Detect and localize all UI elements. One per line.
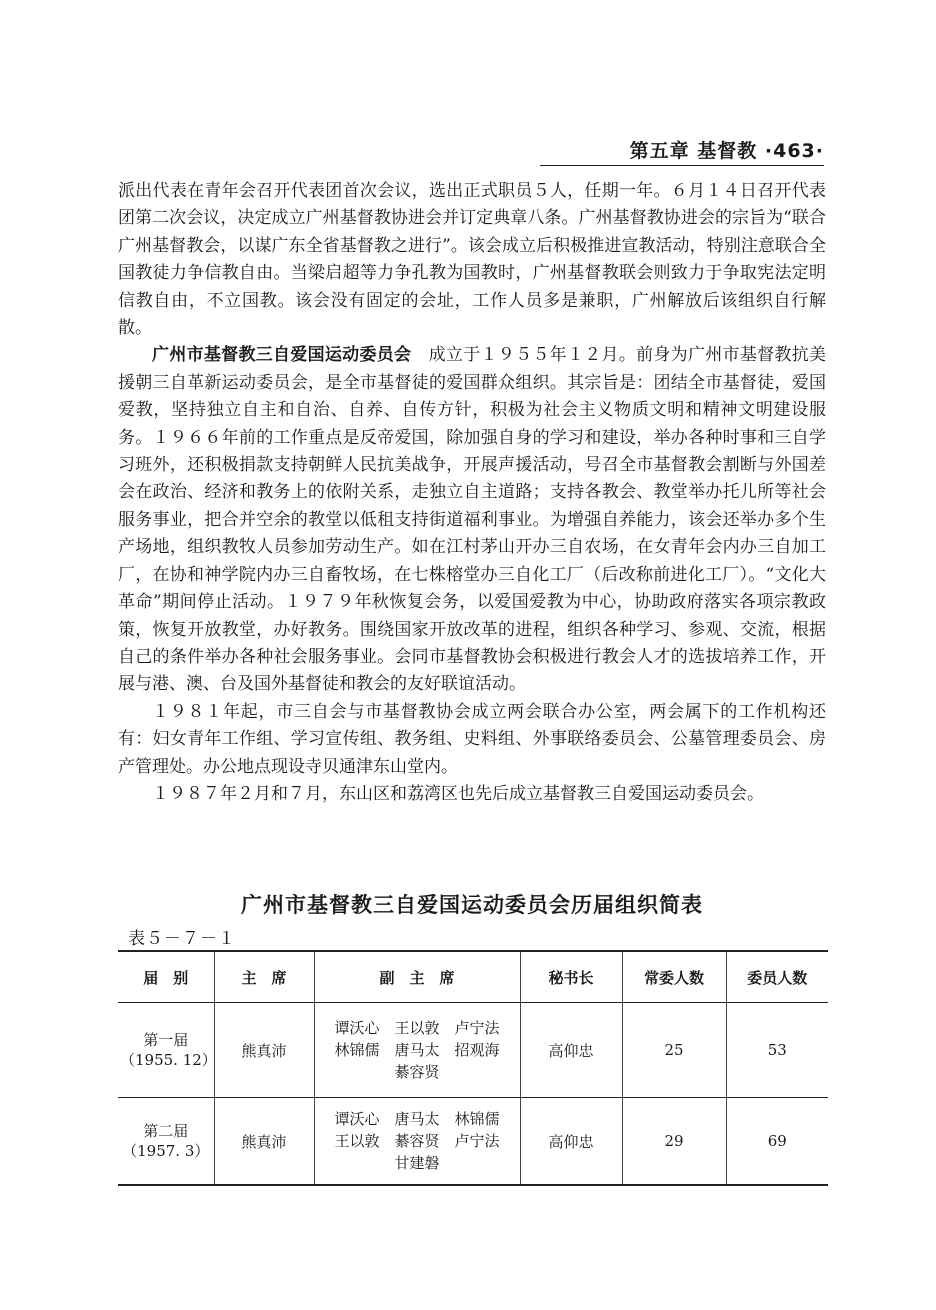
session-name: 第二届 (143, 1122, 189, 1140)
session-date: （1957. 3） (122, 1142, 210, 1160)
member-count-cell: 69 (726, 1098, 828, 1186)
vice-chair-line: 谭沃心 王以敦 卢宁法 (334, 1019, 500, 1037)
vice-chair-line: 綦容贤 (394, 1063, 440, 1081)
vice-chair-line: 王以敦 綦容贤 卢宁法 (334, 1132, 500, 1150)
paragraph-1: 派出代表在青年会召开代表团首次会议，选出正式职员５人，任期一年。６月１４日召开代表团第二次会议，决定成立广州基督教协进会并订定典章八条。广州基督教协进会的宗旨为“联合广州基督教会，以谋广东全省基督教之进行”。该会成立后积极推进宣教活动，特别注意联合全国教徒力争信教自由。当梁启超等力争孔教为国教时，广州基督教联会则致力于争取宪法定明信教自由，不立国教。该会没有固定的会址，工作人员多是兼职，广州解放后该组织自行解散。 (118, 181, 826, 339)
chair-cell: 熊真沛 (214, 1098, 314, 1186)
committee-roster-table (118, 950, 828, 1186)
secretary-cell: 高仰忠 (520, 1003, 622, 1098)
secretary-cell: 高仰忠 (520, 1098, 622, 1186)
table-id: 表５－７－１ (128, 929, 236, 949)
table-row (118, 1098, 828, 1186)
paragraph-2-lead: 广州市基督教三自爱国运动委员会 (152, 345, 412, 366)
paragraph-3: １９８１年起，市三自会与市基督教协会成立两会联合办公室，两会属下的工作机构还有：妇女青年工作组、学习宣传组、教务组、史料组、外事联络委员会、公墓管理委员会、房产管理处。办公地点现设寺贝通津东山堂内。 (118, 701, 826, 777)
vice-chair-line: 林锦儒 唐马太 招观海 (334, 1041, 500, 1059)
header-vice-chair: 副 主 席 (314, 951, 520, 1003)
table-header-row (118, 951, 828, 1003)
running-header: 第五章 基督教 ·463· (629, 140, 824, 162)
paragraph-4: １９８７年２月和７月，东山区和荔湾区也先后成立基督教三自爱国运动委员会。 (152, 783, 764, 804)
table-row (118, 1003, 828, 1098)
header-secretary: 秘书长 (520, 951, 622, 1003)
session-cell (118, 1098, 214, 1186)
header-rule (540, 165, 824, 166)
vice-chair-line: 谭沃心 唐马太 林锦儒 (334, 1110, 500, 1128)
standing-count-cell: 29 (622, 1098, 726, 1186)
body-text (118, 178, 826, 808)
standing-count-cell: 25 (622, 1003, 726, 1098)
paragraph-2-body: 成立于１９５５年１２月。前身为广州市基督教抗美援朝三自革新运动委员会，是全市基督徒的爱国群众组织。其宗旨是：团结全市基督徒，爱国爱教，坚持独立自主和自治、自养、自传方针，积极为社会主义物质文明和精神文明建设服务。１９６６年前的工作重点是反帝爱国，除加强自身的学习和建设，举办各种时事和三自学习班外，还积极捐款支持朝鲜人民抗美战争，开展声援活动，号召全市基督教会割断与外国差会在政治、经济和教务上的依附关系，走独立自主道路；支持各教会、教堂举办托儿所等社会服务事业，把合并空余的教堂以低租支持街道福利事业。为增强自养能力，该会还举办多个生产场地，组织教牧人员参加劳动生产。如在江村茅山开办三自农场，在女青年会内办三自加工厂，在协和神学院内办三自畜牧场，在七株榕堂办三自化工厂（后改称前进化工厂）。“文化大革命”期间停止活动。１９７９年秋恢复会务，以爱国爱教为中心，协助政府落实各项宗教政策，恢复开放教堂，办好教务。围绕国家开放改革的进程，组织各种学习、参观、交流，根据自己的条件举办各种社会服务事业。会同市基督教协会积极进行教会人才的选拔培养工作，开展与港、澳、台及国外基督徒和教会的友好联谊活动。 (118, 345, 827, 695)
vice-chair-cell (314, 1003, 520, 1098)
vice-chair-cell (314, 1098, 520, 1186)
header-session: 届 别 (118, 951, 214, 1003)
header-standing-count: 常委人数 (622, 951, 726, 1003)
chair-cell: 熊真沛 (214, 1003, 314, 1098)
paragraph-2 (118, 342, 826, 698)
session-cell (118, 1003, 217, 1098)
session-name: 第一届 (143, 1031, 189, 1049)
member-count-cell: 53 (726, 1003, 828, 1098)
table-title: 广州市基督教三自爱国运动委员会历届组织简表 (241, 893, 703, 917)
header-member-count: 委员人数 (726, 951, 828, 1003)
vice-chair-line: 甘建磐 (394, 1154, 440, 1172)
session-date: （1955. 12） (120, 1051, 217, 1069)
header-chair: 主 席 (214, 951, 314, 1003)
